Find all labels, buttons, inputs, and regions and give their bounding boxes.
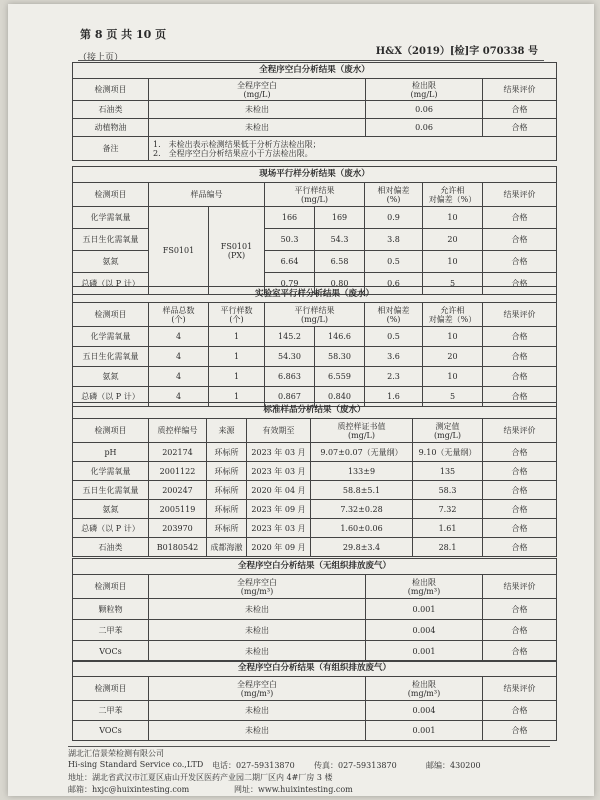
table-row: 氨氮 4 1 6.863 6.559 2.3 10 合格 <box>73 367 557 387</box>
col-header: 检测项目 <box>73 183 149 207</box>
footer-rule <box>68 746 550 747</box>
col-header: 质控样证书值 (mg/L) <box>311 419 413 443</box>
table-row: 化学需氧量 2001122 环标所 2023 年 03 月 133±9 135 合格 <box>73 462 557 481</box>
table-row: 化学需氧量 4 1 145.2 146.6 0.5 10 合格 <box>73 327 557 347</box>
header-rule <box>78 60 544 61</box>
col-header: 平行样结果 (mg/L) <box>265 303 365 327</box>
continued-note: （接上页） <box>78 53 124 63</box>
col-header: 全程序空白 (mg/m³) <box>149 575 366 599</box>
table-row: 氨氮 6.64 6.58 0.5 10 合格 <box>73 251 557 273</box>
table-row: 二甲苯 未检出 0.004 合格 <box>73 620 557 641</box>
col-header: 结果评价 <box>483 79 557 101</box>
notes-row: 备注 1. 未检出表示检测结果低于分析方法检出限； 2. 全程序空白分析结果应小于方法检出限。 <box>73 137 557 161</box>
col-header: 检测项目 <box>73 303 149 327</box>
table-row: 石油类 B0180542 成都海澈 2020 年 09 月 29.8±3.4 28.1 合格 <box>73 538 557 557</box>
col-header: 结果评价 <box>483 183 557 207</box>
section-title: 全程序空白分析结果（有组织排放废气） <box>73 661 557 677</box>
col-header: 检出限 (mg/L) <box>366 79 483 101</box>
col-header: 检测项目 <box>73 419 149 443</box>
table-row: 颗粒物 未检出 0.001 合格 <box>73 599 557 620</box>
website: 网址：www.huixintesting.com <box>234 785 353 794</box>
section-title: 全程序空白分析结果（废水） <box>73 63 557 79</box>
col-header: 允许相 对偏差（%） <box>423 303 483 327</box>
col-header: 全程序空白 (mg/L) <box>149 79 366 101</box>
standard-sample-table <box>72 402 557 557</box>
address: 地址：湖北省武汉市江夏区庙山开发区医药产业园二期厂区内 4#厂房 3 楼 <box>68 773 333 782</box>
email: 邮箱：hxjc@huixintesting.com <box>68 785 190 794</box>
col-header: 检测项目 <box>73 575 149 599</box>
table-row: 二甲苯 未检出 0.004 合格 <box>73 701 557 721</box>
field-parallel-table <box>72 166 557 295</box>
col-header: 来源 <box>207 419 247 443</box>
table-row: VOCs 未检出 0.001 合格 <box>73 721 557 741</box>
col-header: 平行样结果 (mg/L) <box>265 183 365 207</box>
table-row: 五日生化需氧量 200247 环标所 2020 年 04 月 58.8±5.1 58.3 合格 <box>73 481 557 500</box>
section-title: 标准样品分析结果（废水） <box>73 403 557 419</box>
table-row: 化学需氧量 FS0101 FS0101 (PX) 166 169 0.9 10 合格 <box>73 207 557 229</box>
col-header: 测定值 (mg/L) <box>413 419 483 443</box>
sample-id-parallel: FS0101 (PX) <box>209 207 265 295</box>
col-header: 样品编号 <box>149 183 265 207</box>
section-title: 实验室平行样分析结果（废水） <box>73 287 557 303</box>
col-header: 全程序空白 (mg/m³) <box>149 677 366 701</box>
col-header: 检出限 (mg/m³) <box>366 575 483 599</box>
table-row: 总磷（以 P 计） 0.79 0.80 0.6 5 合格 <box>73 273 557 295</box>
col-header: 有效期至 <box>247 419 311 443</box>
col-header: 相对偏差 (%) <box>365 303 423 327</box>
col-header: 质控样编号 <box>149 419 207 443</box>
postcode: 邮编：430200 <box>426 761 481 770</box>
blank-organized-table <box>72 660 557 741</box>
section-title: 全程序空白分析结果（无组织排放废气） <box>73 559 557 575</box>
table-row: 氨氮 2005119 环标所 2023 年 09 月 7.32±0.28 7.32 合格 <box>73 500 557 519</box>
company-name-cn: 湖北汇信景荣检测有限公司 <box>68 749 164 758</box>
fax: 传真：027-59313870 <box>314 761 397 770</box>
blank-unorganized-table <box>72 558 557 662</box>
table-row: 动植物油 未检出 0.06 合格 <box>73 119 557 137</box>
section-title: 现场平行样分析结果（废水） <box>73 167 557 183</box>
table-row: VOCs 未检出 0.001 合格 <box>73 641 557 662</box>
col-header: 检测项目 <box>73 79 149 101</box>
company-name-en: Hi-sing Standard Service co.,LTD <box>68 760 204 769</box>
blank-water-table <box>72 62 557 161</box>
col-header: 结果评价 <box>483 677 557 701</box>
col-header: 检出限 (mg/m³) <box>366 677 483 701</box>
phone: 电话：027-59313870 <box>212 761 295 770</box>
table-row: 五日生化需氧量 4 1 54.30 58.30 3.6 20 合格 <box>73 347 557 367</box>
sample-id: FS0101 <box>149 207 209 295</box>
col-header: 结果评价 <box>483 419 557 443</box>
col-header: 样品总数 (个) <box>149 303 209 327</box>
table-row: 五日生化需氧量 50.3 54.3 3.8 20 合格 <box>73 229 557 251</box>
col-header: 结果评价 <box>483 575 557 599</box>
col-header: 结果评价 <box>483 303 557 327</box>
col-header: 检测项目 <box>73 677 149 701</box>
table-row: 石油类 未检出 0.06 合格 <box>73 101 557 119</box>
table-row: pH 202174 环标所 2023 年 03 月 9.07±0.07（无量纲） 9.10（无量纲） 合格 <box>73 443 557 462</box>
col-header: 平行样数 (个) <box>209 303 265 327</box>
col-header: 允许相 对偏差（%） <box>423 183 483 207</box>
lab-parallel-table <box>72 286 557 407</box>
table-row: 总磷（以 P 计） 203970 环标所 2023 年 03 月 1.60±0.06 1.61 合格 <box>73 519 557 538</box>
page-number: 第 8 页 共 10 页 <box>80 28 167 41</box>
col-header: 相对偏差 (%) <box>365 183 423 207</box>
report-number: H&X（2019）[检]字 070338 号 <box>375 46 538 57</box>
table-row: 总磷（以 P 计） 4 1 0.867 0.840 1.6 5 合格 <box>73 387 557 407</box>
